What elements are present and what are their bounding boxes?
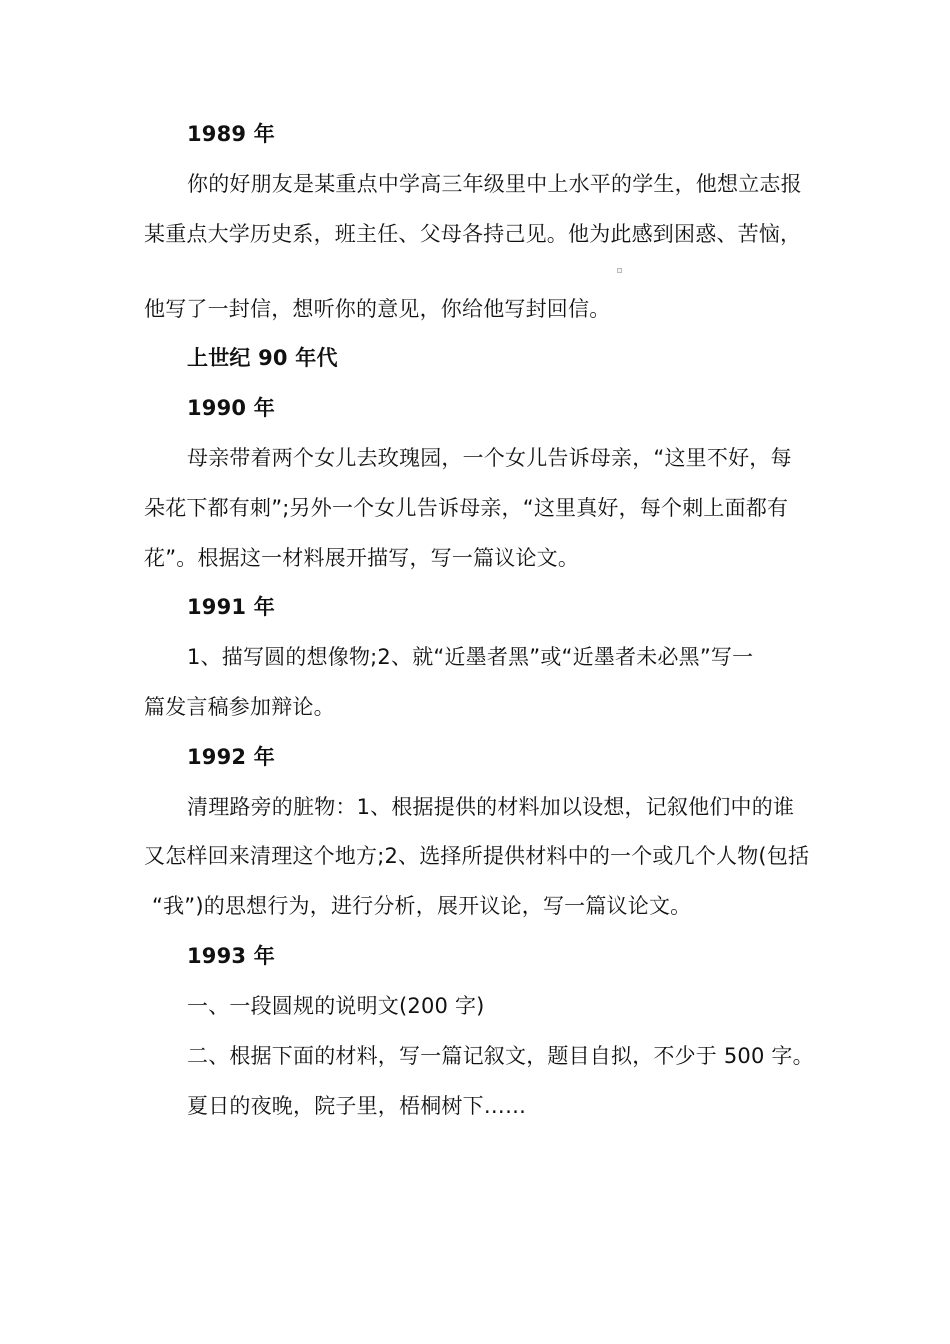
paragraph-1989-line-3: 他写了一封信，想听你的意见，你给他写封回信。 — [144, 297, 611, 321]
heading-1990s: 上世纪 90 年代 — [187, 346, 338, 370]
paragraph-1990-line-3: 花”。根据这一材料展开描写，写一篇议论文。 — [144, 546, 580, 570]
paragraph-1992-line-1: 清理路旁的脏物：1、根据提供的材料加以设想，记叙他们中的谁 — [187, 795, 795, 819]
heading-1992: 1992 年 — [187, 745, 275, 769]
paragraph-1993-line-3: 夏日的夜晚，院子里，梧桐树下…… — [187, 1094, 527, 1118]
scan-artifact-mark — [617, 268, 622, 273]
paragraph-1989-line-2: 某重点大学历史系，班主任、父母各持己见。他为此感到困惑、苦恼， — [144, 222, 802, 246]
heading-1991: 1991 年 — [187, 595, 275, 619]
paragraph-1992-line-2: 又怎样回来清理这个地方;2、选择所提供材料中的一个或几个人物(包括 — [144, 844, 810, 868]
heading-1990: 1990 年 — [187, 396, 275, 420]
paragraph-1992-line-3: “我”)的思想行为，进行分析，展开议论，写一篇议论文。 — [152, 894, 692, 918]
paragraph-1991-line-2: 篇发言稿参加辩论。 — [144, 695, 335, 719]
heading-1989: 1989 年 — [187, 122, 275, 146]
paragraph-1993-line-2: 二、根据下面的材料，写一篇记叙文，题目自拟，不少于 500 字。 — [187, 1044, 814, 1068]
paragraph-1990-line-1: 母亲带着两个女儿去玫瑰园，一个女儿告诉母亲，“这里不好，每 — [187, 446, 792, 470]
paragraph-1989-line-1: 你的好朋友是某重点中学高三年级里中上水平的学生，他想立志报 — [187, 172, 802, 196]
paragraph-1991-line-1: 1、描写圆的想像物;2、就“近墨者黑”或“近墨者未必黑”写一 — [187, 645, 754, 669]
paragraph-1993-line-1: 一、一段圆规的说明文(200 字) — [187, 994, 485, 1018]
paragraph-1990-line-2: 朵花下都有刺”;另外一个女儿告诉母亲，“这里真好，每个刺上面都有 — [144, 496, 789, 520]
heading-1993: 1993 年 — [187, 944, 275, 968]
